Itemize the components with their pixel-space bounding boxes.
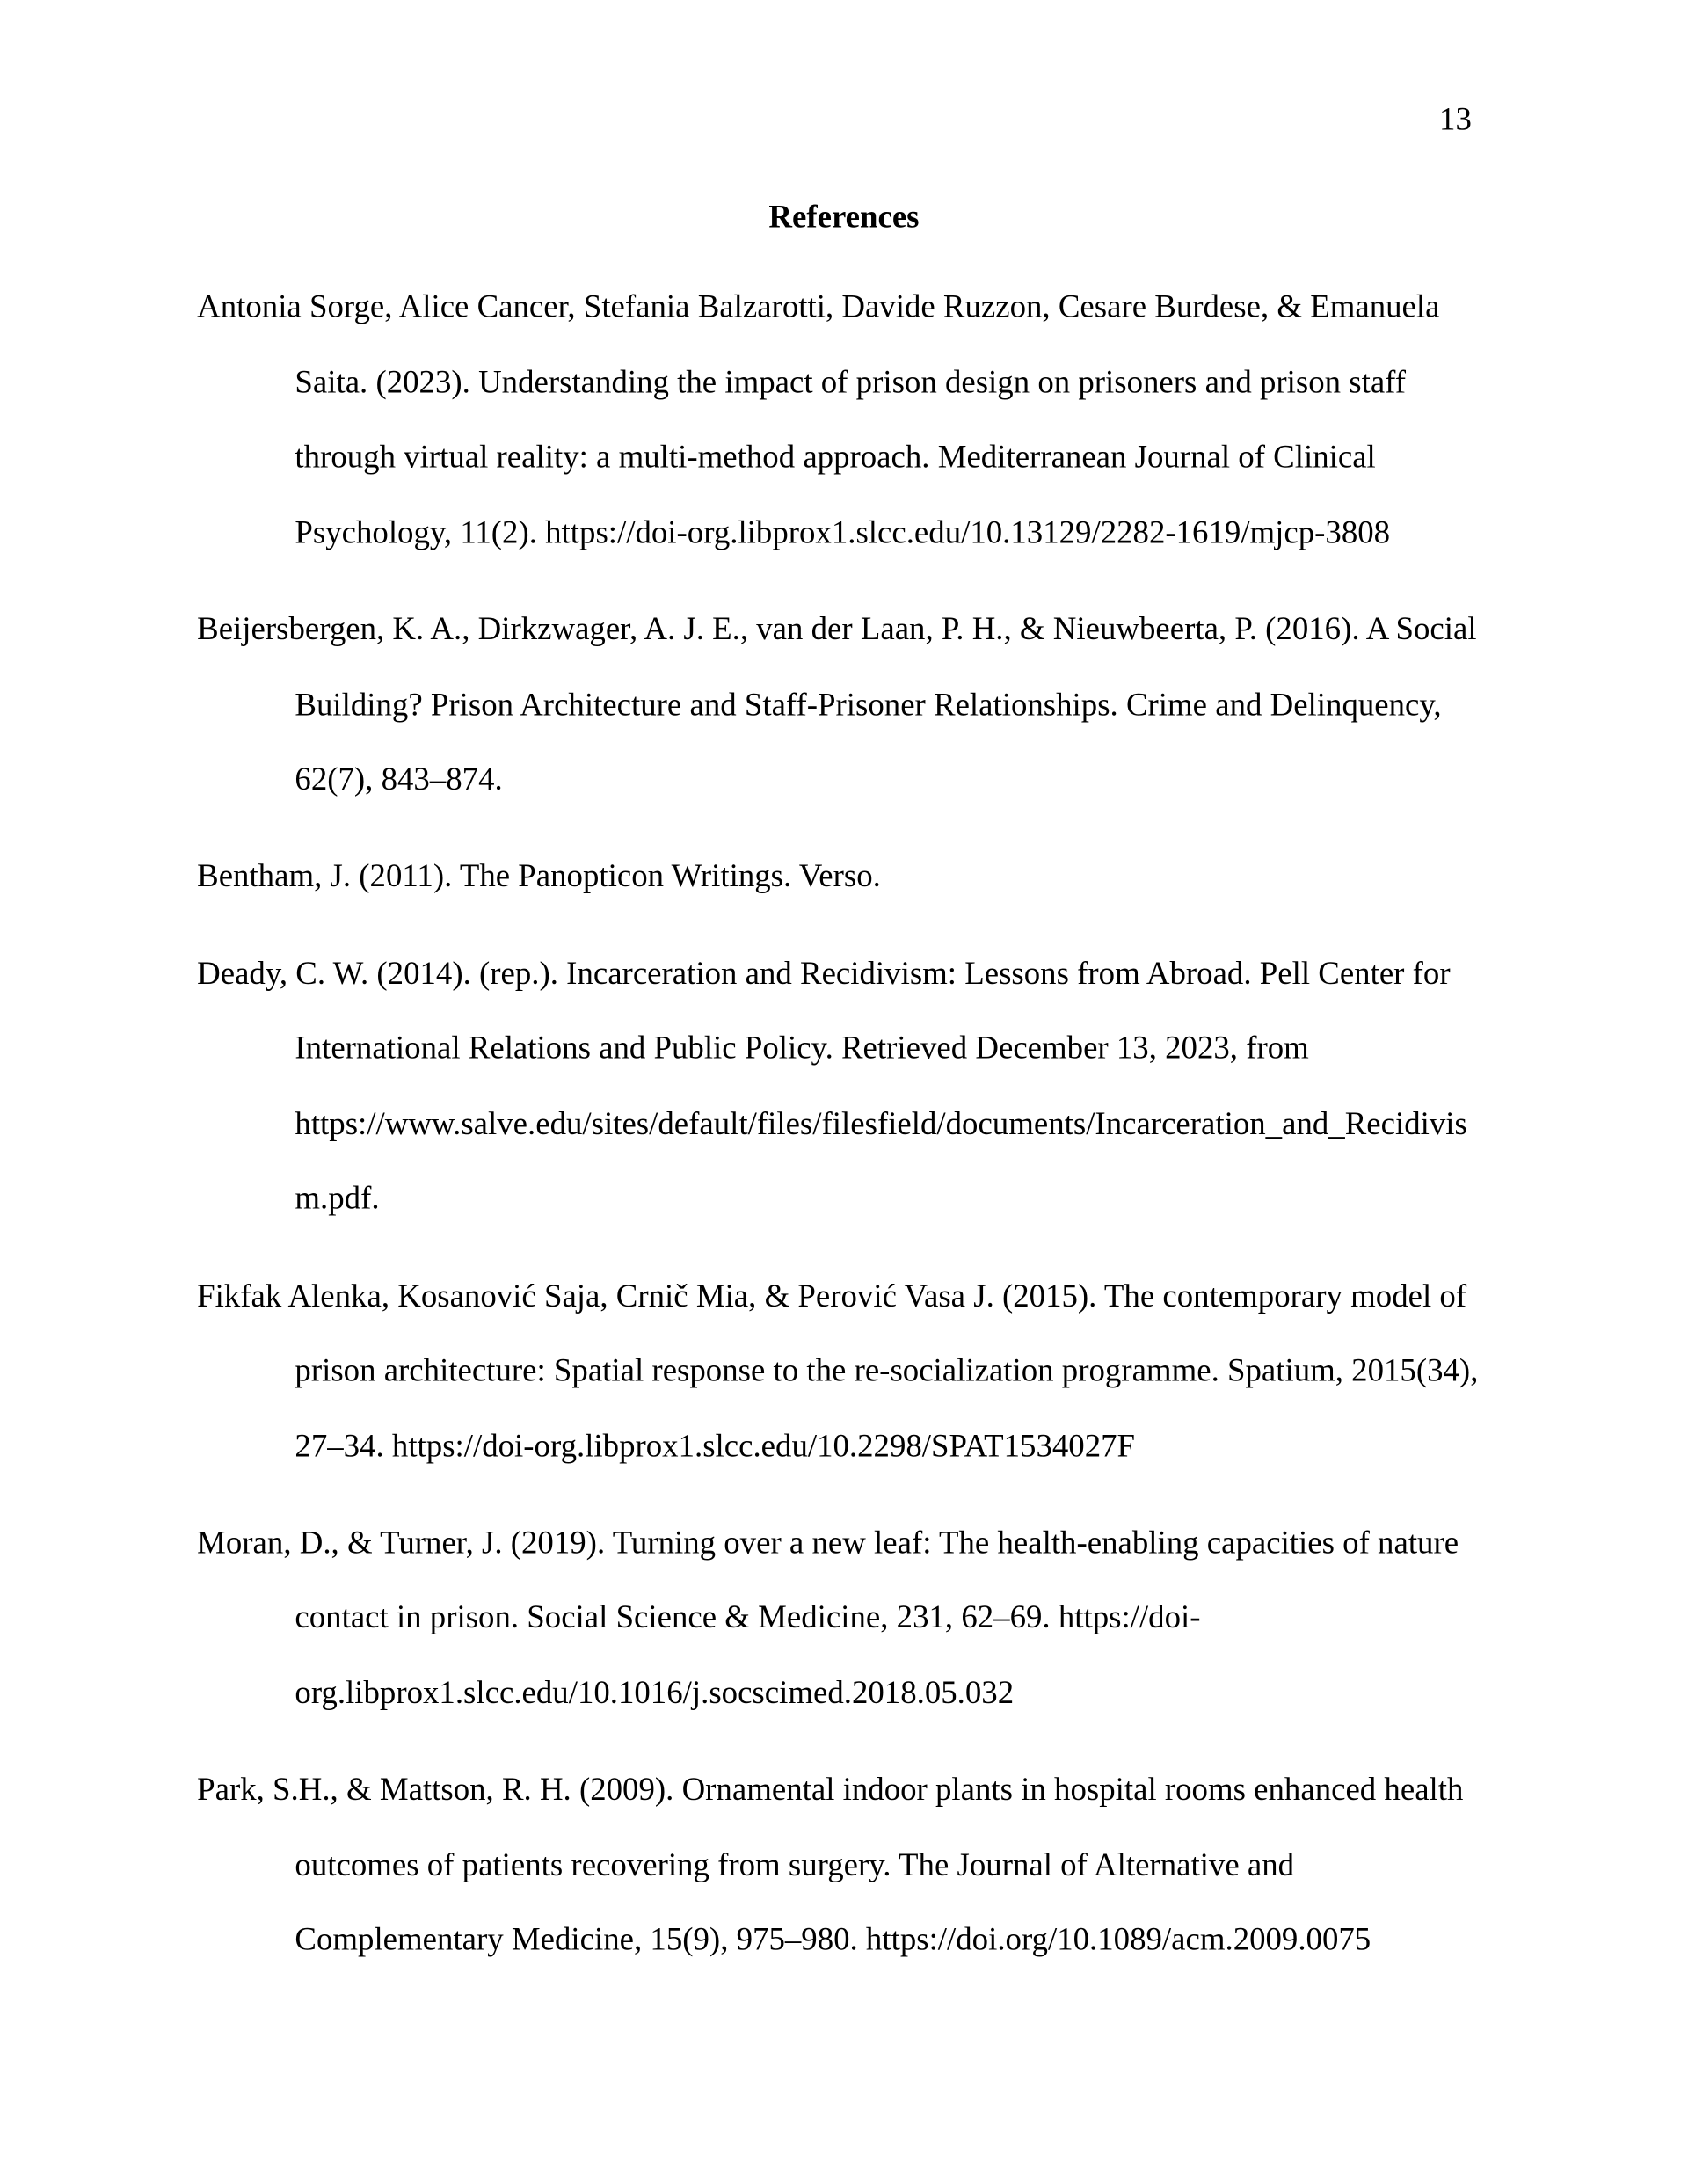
reference-text: Fikfak Alenka, Kosanović Saja, Crnič Mia, & Perović Vasa J. (2015). The contemporary model of prison architecture: Spatial response to the re-socialization programme. Spatium, 2015(34), 27–34. https://doi-org.libprox1.slcc.edu/10.2298/SPAT1534027F (197, 1278, 1479, 1465)
reference-entry (197, 1506, 1479, 1732)
reference-entry (197, 1753, 1479, 1979)
reference-list (197, 270, 1479, 2000)
reference-entry (197, 1259, 1479, 1485)
reference-entry (197, 593, 1479, 819)
reference-text: Beijersbergen, K. A., Dirkzwager, A. J. E., van der Laan, P. H., & Nieuwbeerta, P. (2016). A Social Building? Prison Architecture and Staff-Prisoner Relationships. Crime and Delinquency, 62(7), 843–874. (197, 611, 1477, 798)
references-heading: References (768, 200, 920, 237)
reference-text: Moran, D., & Turner, J. (2019). Turning over a new leaf: The health-enabling capacities of nature contact in prison. Social Science & Medicine, 231, 62–69. https://doi-org.libprox1.slcc.edu/10.1016/j.socscimed.2018.05.032 (197, 1525, 1459, 1712)
reference-text: Bentham, J. (2011). The Panopticon Writings. Verso. (197, 858, 881, 895)
reference-entry (197, 840, 1479, 915)
reference-entry (197, 936, 1479, 1237)
reference-text: Deady, C. W. (2014). (rep.). Incarceration and Recidivism: Lessons from Abroad. Pell Center for International Relations and Public Policy. Retrieved December 13, 2023, from https://www.salve.edu/sites/default/files/filesfield/documents/Incarceration_and_Recidivism.pdf. (197, 955, 1467, 1218)
reference-text: Antonia Sorge, Alice Cancer, Stefania Balzarotti, Davide Ruzzon, Cesare Burdese, & Emanuela Saita. (2023). Understanding the impact of prison design on prisoners and prison staff through virtual reality: a multi-method approach. Mediterranean Journal of Clinical Psychology, 11(2). https://doi-org.libprox1.slcc.edu/10.13129/2282-1619/mjcp-3808 (197, 289, 1440, 551)
page-number: 13 (1439, 101, 1472, 138)
reference-text: Park, S.H., & Mattson, R. H. (2009). Ornamental indoor plants in hospital rooms enhanced health outcomes of patients recovering from surgery. The Journal of Alternative and Complementary Medicine, 15(9), 975–980. https://doi.org/10.1089/acm.2009.0075 (197, 1772, 1464, 1959)
reference-entry (197, 270, 1479, 571)
